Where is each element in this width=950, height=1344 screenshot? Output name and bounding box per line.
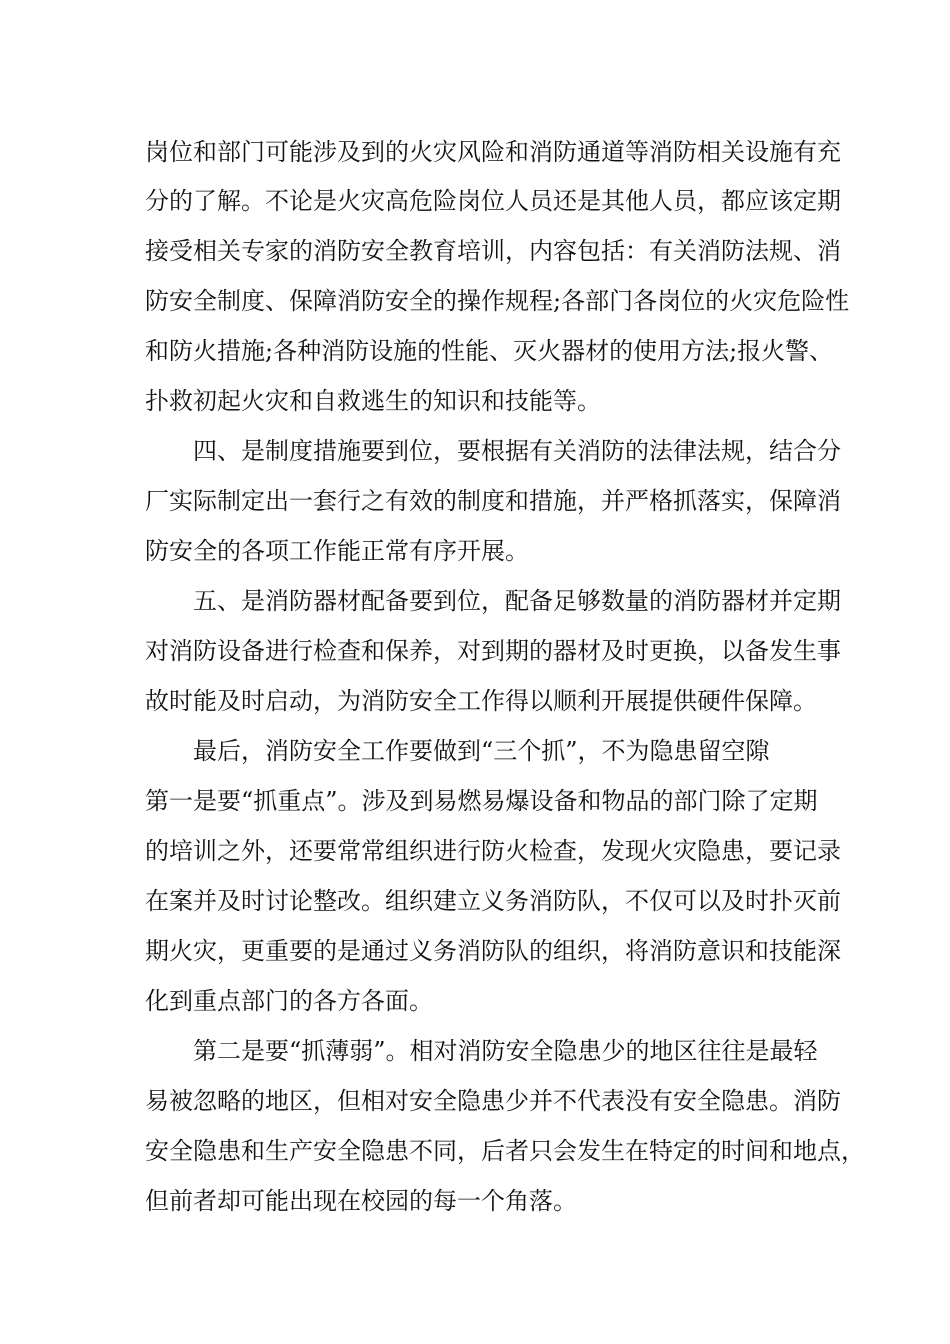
text-line: 和防火措施;各种消防设施的性能、灭火器材的使用方法;报火警、 <box>145 337 834 365</box>
text-line: 厂实际制定出一套行之有效的制度和措施，并严格抓落实，保障消 <box>145 487 841 515</box>
paragraph-first-line: 四、是制度措施要到位，要根据有关消防的法律法规，结合分 <box>193 437 841 465</box>
text-line: 期火灾，更重要的是通过义务消防队的组织，将消防意识和技能深 <box>145 937 841 965</box>
text-line: 安全隐患和生产安全隐患不同，后者只会发生在特定的时间和地点， <box>145 1137 865 1165</box>
text-line: 易被忽略的地区，但相对安全隐患少并不代表没有安全隐患。消防 <box>145 1087 841 1115</box>
text-line: 接受相关专家的消防安全教育培训，内容包括：有关消防法规、消 <box>145 237 841 265</box>
text-line: 第一是要“抓重点”。涉及到易燃易爆设备和物品的部门除了定期 <box>145 787 818 815</box>
paragraph-first-line: 最后，消防安全工作要做到“三个抓”，不为隐患留空隙 <box>193 737 770 765</box>
text-line: 故时能及时启动，为消防安全工作得以顺利开展提供硬件保障。 <box>145 687 817 715</box>
text-line: 防安全的各项工作能正常有序开展。 <box>145 537 529 565</box>
text-line: 的培训之外，还要常常组织进行防火检查，发现火灾隐患，要记录 <box>145 837 841 865</box>
paragraph-first-line: 五、是消防器材配备要到位，配备足够数量的消防器材并定期 <box>193 587 841 615</box>
text-line: 对消防设备进行检查和保养，对到期的器材及时更换，以备发生事 <box>145 637 841 665</box>
text-line: 分的了解。不论是火灾高危险岗位人员还是其他人员，都应该定期 <box>145 187 841 215</box>
text-line: 但前者却可能出现在校园的每一个角落。 <box>145 1187 577 1215</box>
text-line: 防安全制度、保障消防安全的操作规程;各部门各岗位的火灾危险性 <box>145 287 850 315</box>
text-line: 化到重点部门的各方各面。 <box>145 987 433 1015</box>
text-line: 扑救初起火灾和自救逃生的知识和技能等。 <box>145 387 601 415</box>
text-line: 岗位和部门可能涉及到的火灾风险和消防通道等消防相关设施有充 <box>145 138 841 166</box>
paragraph-first-line: 第二是要“抓薄弱”。相对消防安全隐患少的地区往往是最轻 <box>193 1037 818 1065</box>
text-line: 在案并及时讨论整改。组织建立义务消防队，不仅可以及时扑灭前 <box>145 887 841 915</box>
